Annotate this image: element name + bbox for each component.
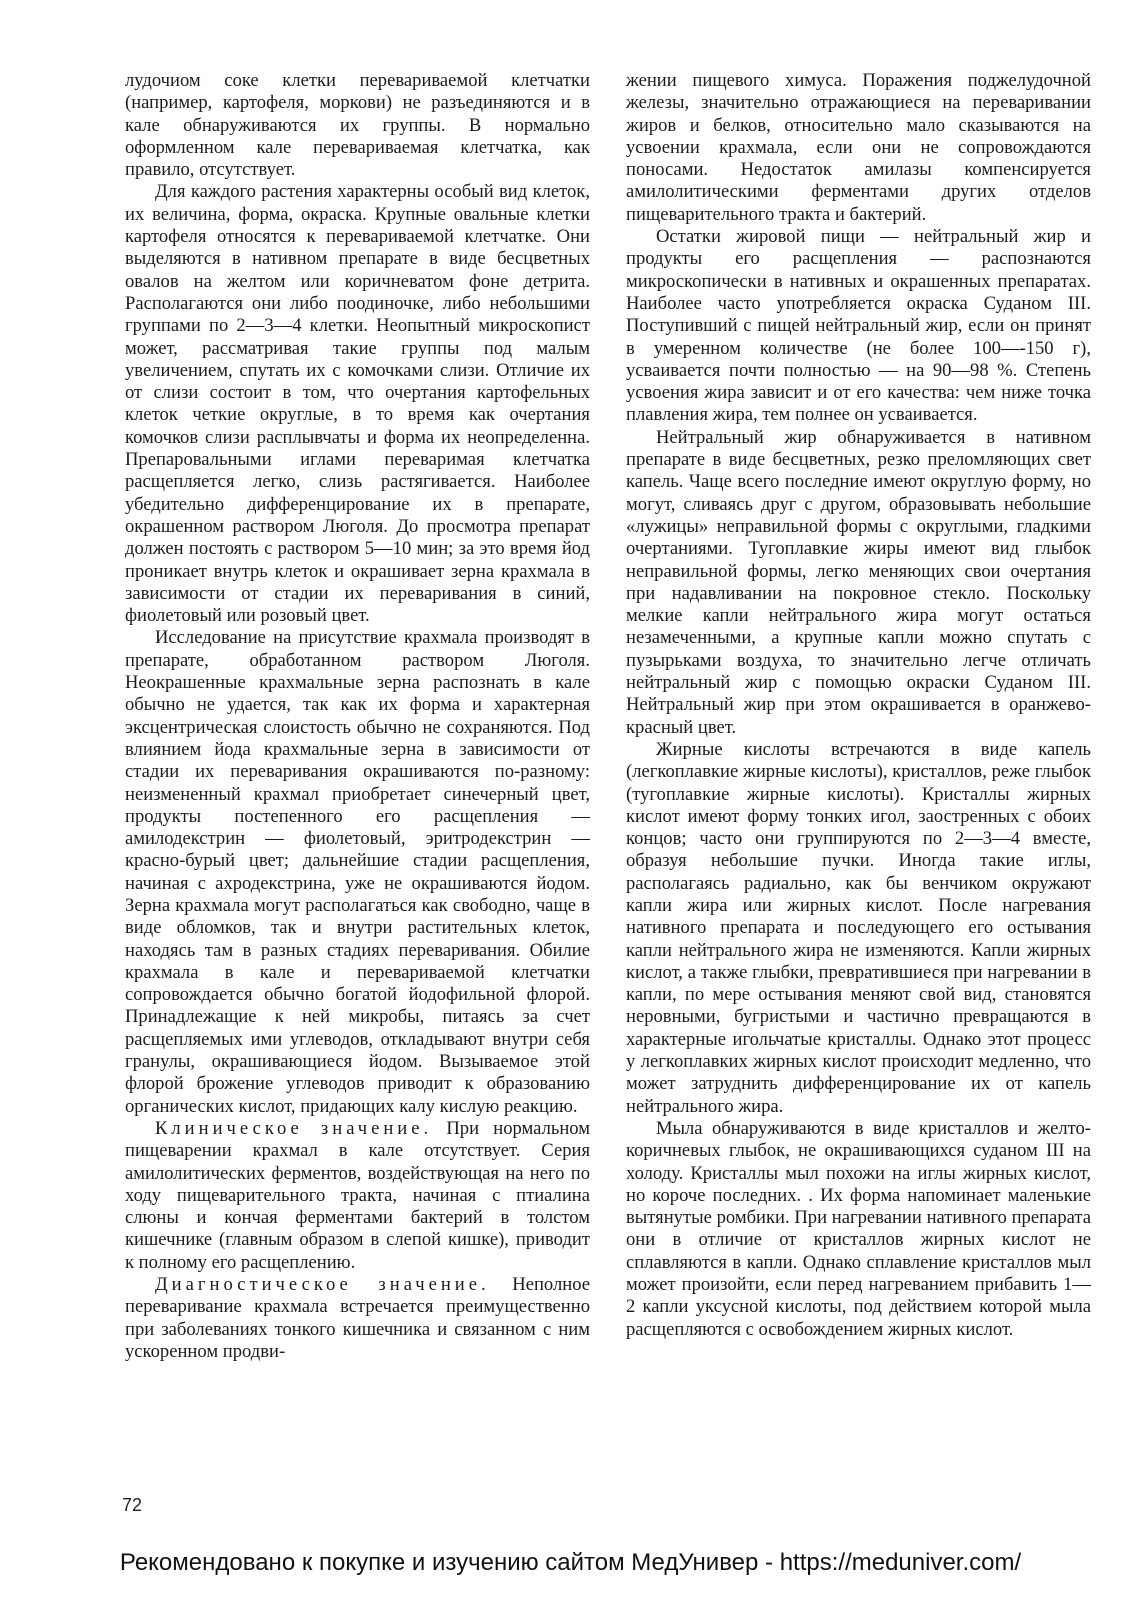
section-heading-clinical: Клиническое значение. <box>155 1117 433 1139</box>
paragraph: Жирные кислоты встречаются в виде капель (легкоплавкие жирные кислоты), кристаллов, реже глыбок (тугоплавкие жирные кислоты). Кристаллы жирных кислот имеют форму тонких игол, заостренных с обоих концов; часто они группируются по 2—3—4 вместе, образуя небольшие пучки. Иногда такие иглы, располагаясь радиально, как бы венчиком окружают капли жира или жирных кислот. После нагревания нативного препарата и последующего его остывания капли нейтрального жира не изменяются. Капли жирных кислот, а также глыбки, превратившиеся при нагревании в капли, по мере остывания меняют свой вид, становятся неровными, бугристыми и частично превращаются в характерные игольчатые кристаллы. Однако этот процесс у легкоплавких жирных кислот происходит медленно, что может затруднить дифференцирование их от капель нейтрального жира. <box>626 738 1091 1117</box>
paragraph: Нейтральный жир обнаруживается в нативном препарате в виде бесцветных, резко преломляющих свет капель. Чаще всего последние имеют округлую форму, но могут, сливаясь друг с другом, образовывать небольшие «лужицы» неправильной формы с округлыми, гладкими очертаниями. Тугоплавкие жиры имеют вид глыбок неправильной формы, легко меняющих свои очертания при надавливании на покровное стекло. Поскольку мелкие капли нейтрального жира могут остаться незамеченными, а крупные капли можно спутать с пузырьками воздуха, то значительно легче отличать нейтральный жир с помощью окраски Суданом III. Нейтральный жир при этом окрашивается в оранжево-красный цвет. <box>626 426 1091 738</box>
paragraph <box>125 1118 590 1274</box>
paragraph: лудочиом соке клетки перевариваемой клетчатки (например, картофеля, моркови) не разъединяются и в кале обнаруживаются их группы. В нормально оформленном кале перевариваемая клетчатка, как правило, отсутствует. <box>125 70 590 181</box>
paragraph: Для каждого растения характерны особый вид клеток, их величина, форма, окраска. Крупные овальные клетки картофеля относятся к перевариваемой клетчатке. Они выделяются в нативном препарате в виде бесцветных овалов на желтом или коричневатом фоне детрита. Располагаются они либо поодиночке, либо небольшими группами по 2—3—4 клетки. Неопытный микроскопист может, рассматривая такие группы под малым увеличением, спутать их с комочками слизи. Отличие их от слизи состоит в том, что очертания картофельных клеток четкие округлые, в то время как очертания комочков слизи расплывчаты и форма их неопределенна. Препаровальными иглами переваримая клетчатка расщепляется легко, слизь растягивается. Наиболее убедительно дифференцирование их в препарате, окрашенном раствором Люголя. До просмотра препарат должен постоять с раствором 5—10 мин; за это время йод проникает внутрь клеток и окрашивает зерна крахмала в зависимости от стадии их переваривания в синий, фиолетовый или розовый цвет. <box>125 181 590 627</box>
paragraph: Остатки жировой пищи — нейтральный жир и продукты его расщепления — распознаются микроскопически в нативных и окрашенных препаратах. Наиболее часто употребляется окраска Суданом III. Поступивший с пищей нейтральный жир, если он принят в умеренном количестве (не более 100—-150 г), усваивается почти полностью — на 90—98 %. Степень усвоения жира зависит и от его качества: чем ниже точка плавления жира, тем полнее он усваивается. <box>626 226 1091 426</box>
left-text-column <box>125 70 590 1363</box>
paragraph: Исследование на присутствие крахмала производят в препарате, обработанном раствором Люголя. Неокрашенные крахмальные зерна распознать в кале обычно не удается, так как их форма и характерная эксцентрическая слоистость обычно не сохраняются. Под влиянием йода крахмальные зерна в зависимости от стадии их переваривания окрашиваются по-разному: неизмененный крахмал приобретает синечерный цвет, продукты постепенного его расщепления — амилодекстрин — фиолетовый, эритродекстрин — красно-бурый цвет; дальнейшие стадии расщепления, начиная с ахродекстрина, уже не окрашиваются йодом. Зерна крахмала могут располагаться как свободно, чаще в виде обломков, так и внутри растительных клеток, находясь там в разных стадиях переваривания. Обилие крахмала в кале и перевариваемой клетчатки сопровождается обычно богатой йодофильной флорой. Принадлежащие к ней микробы, питаясь за счет расщепляемых ими углеводов, откладывают внутри себя гранулы, окрашивающиеся йодом. Вызываемое этой флорой брожение углеводов приводит к образованию органических кислот, придающих калу кислую реакцию. <box>125 627 590 1117</box>
paragraph <box>125 1274 590 1363</box>
paragraph-body: Неполное переваривание крахмала встречается преимущественно при заболеваниях тонкого кишечника и связанном с ним ускоренном продви- <box>125 1274 590 1362</box>
paragraph: жении пищевого химуса. Поражения поджелудочной железы, значительно отражающиеся на переваривании жиров и белков, относительно мало сказываются на усвоении крахмала, если они не сопровождаются поносами. Недостаток амилазы компенсируется амилолитическими ферментами других отделов пищеварительного тракта и бактерий. <box>626 70 1091 225</box>
right-text-column <box>626 70 1091 1341</box>
section-heading-diagnostic: Диагностическое значение. <box>155 1274 490 1296</box>
page-number: 72 <box>122 1495 143 1515</box>
paragraph-body: При нормальном пищеварении крахмал в кале отсутствует. Серия амилолитических ферментов, воздействующая на него по ходу пищеварительного тракта, начиная с птиалина слюны и кончая ферментами бактерий в толстом кишечнике (главным образом в слепой кишке), приводит к полному его расщеплению. <box>125 1117 591 1273</box>
paragraph: Мыла обнаруживаются в виде кристаллов и желто-коричневых глыбок, не окрашивающихся суданом III на холоду. Кристаллы мыл похожи на иглы жирных кислот, но короче последних. . Их форма напоминает маленькие вытянутые ромбики. При нагревании нативного препарата они в отличие от кристаллов жирных кислот не сплавляются в капли. Однако сплавление кристаллов мыл может произойти, если перед нагреванием прибавить 1—2 капли уксусной кислоты, под действием которой мыла расщепляются с освобождением жирных кислот. <box>626 1117 1091 1340</box>
footer-watermark: Рекомендовано к покупке и изучению сайтом МедУнивер - https://meduniver.com/ <box>119 1549 1022 1576</box>
